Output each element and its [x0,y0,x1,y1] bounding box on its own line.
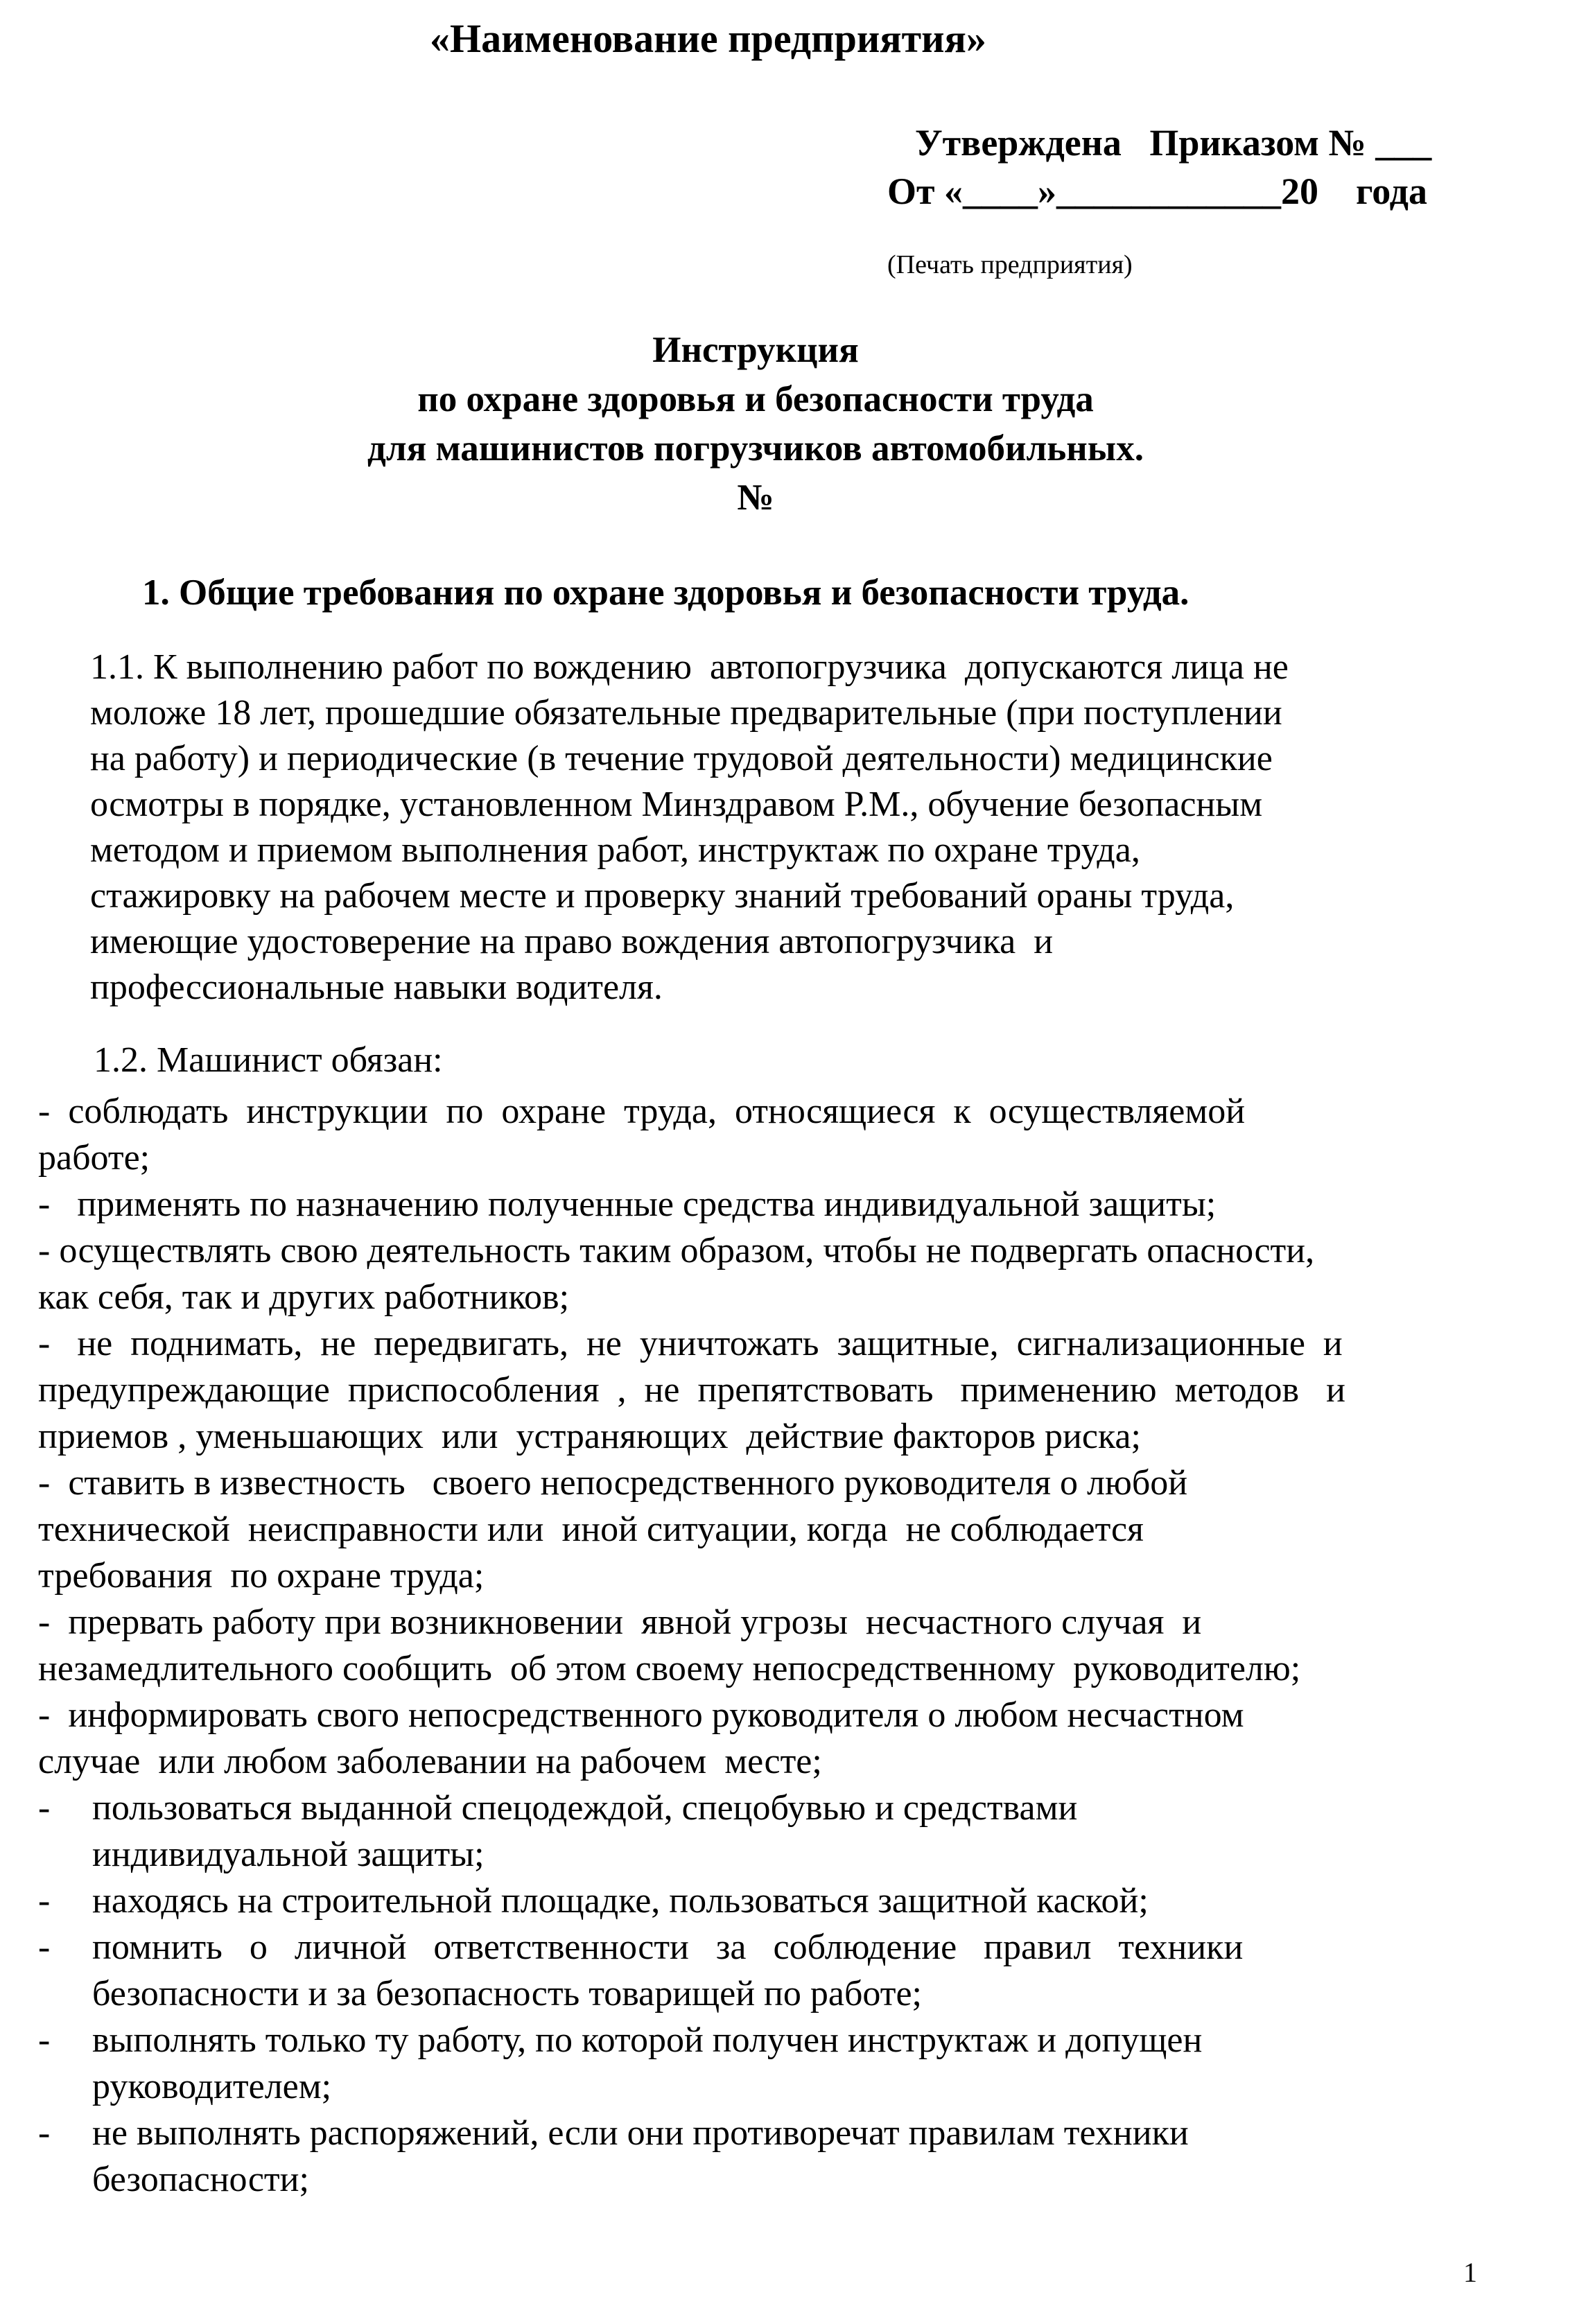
list-item-line: - прервать работу при возникновении явной угрозы несчастного случая и [38,1602,1202,1642]
list-item-line: руководителем; [92,2067,332,2106]
list-item [38,2017,1476,2110]
list-item [38,2110,1476,2203]
paragraph-line: стажировку на рабочем месте и проверку знаний требований ораны труда, [90,876,1235,916]
list-item [38,1320,1476,1460]
list-item-line: как себя, так и других работников; [38,1277,570,1317]
list-item-line: приемов , уменьшающих или устраняющих действие факторов риска; [38,1417,1141,1456]
list-item-line: пользоваться выданной спецодеждой, спецобувью и средствами [92,1788,1078,1828]
list-item-line: предупреждающие приспособления , не препятствовать применению методов и [38,1370,1345,1410]
approval-order-line: Утверждена Приказом № ___ [915,122,1432,164]
list-item-line: - информировать свого непосредственного руководителя о любом несчастном [38,1695,1244,1735]
paragraph-line: имеющие удостоверение на право вождения автопогрузчика и [90,922,1054,961]
list-dash: - [38,2113,51,2153]
seal-placeholder: (Печать предприятия) [887,250,1133,279]
list-item [38,1924,1476,2017]
list-item [38,1181,1476,1227]
list-dash: - [38,2020,51,2060]
paragraph-line: моложе 18 лет, прошедшие обязательные предварительные (при поступлении [90,693,1282,733]
section-heading: 1. Общие требования по охране здоровья и безопасности труда. [142,573,1189,613]
list-item [38,1227,1476,1320]
list-item-line: - не поднимать, не передвигать, не уничтожать защитные, сигнализационные и [38,1324,1343,1363]
list-item [38,1599,1476,1692]
paragraph-line: 1.1. К выполнению работ по вождению автопогрузчика допускаются лица не [90,647,1289,687]
list-item-line: безопасности и за безопасность товарищей по работе; [92,1974,922,2013]
list-item-line: требования по охране труда; [38,1556,485,1596]
title-line-4: № [737,478,774,518]
paragraph-line: на работу) и периодические (в течение трудовой деятельности) медицинские [90,739,1273,778]
paragraph-line: осмотры в порядке, установленном Минздравом Р.М., обучение безопасным [90,785,1263,824]
document-title [0,326,1511,523]
list-item-line: индивидуальной защиты; [92,1835,485,1874]
approval-date-line: От «____»____________20 года [887,171,1427,212]
list-item-line: технической неисправности или иной ситуации, когда не соблюдается [38,1510,1144,1549]
list-item-line: находясь на строительной площадке, пользоваться защитной каской; [92,1881,1149,1921]
list-dash: - [38,1928,51,1967]
paragraph-1-2-intro: 1.2. Машинист обязан: [94,1040,443,1080]
list-item-line: безопасности; [92,2160,309,2199]
duties-list [38,1088,1476,2203]
title-line-1: Инструкция [652,330,859,370]
list-item [38,1088,1476,1181]
list-item-line: не выполнять распоряжений, если они противоречат правилам техники [92,2113,1189,2153]
list-item-line: - ставить в известность своего непосредственного руководителя о любой [38,1463,1188,1503]
paragraph-line: методом и приемом выполнения работ, инструктаж по охране труда, [90,830,1140,870]
list-dash: - [38,1788,51,1828]
list-item [38,1785,1476,1878]
list-item-line: выполнять только ту работу, по которой получен инструктаж и допущен [92,2020,1203,2060]
organization-name: «Наименование предприятия» [430,16,986,61]
list-item-line: работе; [38,1138,150,1178]
list-item-line: помнить о личной ответственности за соблюдение правил техники [92,1928,1244,1967]
paragraph-1-1 [90,645,1476,1011]
list-item-line: - применять по назначению полученные средства индивидуальной защиты; [38,1185,1217,1224]
list-item-line: незамедлительного сообщить об этом своему непосредственному руководителю; [38,1649,1301,1688]
list-item-line: случае или любом заболевании на рабочем месте; [38,1742,822,1781]
title-line-2: по охране здоровья и безопасности труда [417,379,1094,419]
list-item [38,1460,1476,1599]
list-item-line: - соблюдать инструкции по охране труда, относящиеся к осуществляемой [38,1092,1246,1131]
title-line-3: для машинистов погрузчиков автомобильных. [367,428,1144,469]
page-number: 1 [1463,2257,1477,2288]
list-dash: - [38,1881,51,1921]
list-item [38,1878,1476,1924]
list-item [38,1692,1476,1785]
paragraph-line: профессиональные навыки водителя. [90,968,663,1007]
list-item-line: - осуществлять свою деятельность таким образом, чтобы не подвергать опасности, [38,1231,1315,1270]
